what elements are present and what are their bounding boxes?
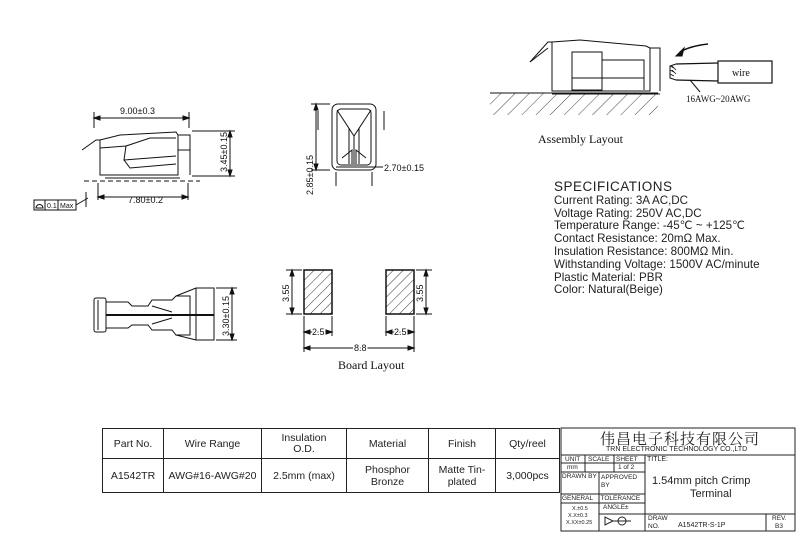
- cell-part-no: A1542TR: [103, 459, 164, 493]
- wire-label: wire: [732, 68, 750, 79]
- sheet-label: SHEET: [616, 456, 638, 463]
- spec-line: Contact Resistance: 20mΩ Max.: [554, 232, 721, 246]
- side-dim-right: 3.30±0.15: [221, 296, 231, 336]
- cell-finish: Matte Tin-plated: [429, 459, 496, 493]
- drawing-title-line2: Terminal: [690, 488, 732, 500]
- board-layout-title: Board Layout: [338, 358, 405, 372]
- front-dim-bottom: 7.80±0.2: [128, 195, 163, 205]
- scale-label: SCALE: [588, 456, 610, 463]
- part-table: [102, 428, 560, 493]
- flatness-suffix: Max: [60, 203, 74, 210]
- rev-label: REV.: [772, 515, 787, 522]
- company-name-en: TRN ELECTRONIC TECHNOLOGY CO.,LTD: [606, 446, 748, 453]
- angle-label: ANGLE±: [603, 504, 629, 511]
- cell-qty: 3,000pcs: [496, 459, 560, 493]
- spec-line: Insulation Resistance: 800MΩ Min.: [554, 244, 734, 258]
- spec-line: Plastic Material: PBR: [554, 270, 663, 284]
- awg-label: 16AWG~20AWG: [686, 94, 751, 104]
- header-finish: Finish: [429, 429, 496, 459]
- spec-line: Voltage Rating: 250V AC,DC: [554, 206, 702, 220]
- unit-value: mm: [567, 464, 578, 471]
- flatness-value: 0.1: [47, 203, 57, 210]
- unit-label: UNIT: [565, 456, 581, 463]
- spec-line: Color: Natural(Beige): [554, 283, 663, 297]
- rev-value: B3: [775, 523, 783, 530]
- tolerance-3: X.XX±0.25: [566, 520, 593, 526]
- company-name-cn: 伟昌电子科技有限公司: [600, 430, 761, 448]
- spec-heading: SPECIFICATIONS: [554, 179, 673, 194]
- specifications: [554, 181, 799, 297]
- assembly-title: Assembly Layout: [538, 132, 623, 146]
- header-material: Material: [347, 429, 429, 459]
- board-dim-pad-right: 2.5: [394, 327, 407, 337]
- cell-wire-range: AWG#16-AWG#20: [164, 459, 262, 493]
- draw-no-value: A1542TR-S-1P: [678, 522, 726, 529]
- drawing-title-line1: 1.54mm pitch Crimp: [652, 475, 751, 487]
- drawn-by-label: DRAWN BY: [562, 473, 597, 480]
- general-tolerance-label: GENERAL TOLERANCE: [562, 495, 641, 502]
- header-insulation: Insulation O.D.: [262, 429, 347, 459]
- title-label: TITLE:: [647, 456, 669, 463]
- front-dim-right: 3.45±0.15: [219, 132, 229, 172]
- header-wire-range: Wire Range: [164, 429, 262, 459]
- end-dim-right: 2.70±0.15: [384, 163, 424, 173]
- spec-line: Withstanding Voltage: 1500V AC/minute: [554, 257, 760, 271]
- approved-by-label: APPROVED BY: [601, 474, 638, 489]
- board-layout: [286, 270, 432, 352]
- front-dim-top: 9.00±0.3: [120, 106, 155, 116]
- sheet-value: 1 of 2: [618, 464, 635, 471]
- board-dim-left-height: 3.55: [281, 284, 291, 302]
- header-part-no: Part No.: [103, 429, 164, 459]
- board-dim-total: 8.8: [354, 343, 367, 353]
- board-dim-right-height: 3.55: [415, 284, 425, 302]
- spec-line: Temperature Range: -45℃ ~ +125℃: [554, 219, 746, 233]
- cell-insulation: 2.5mm (max): [262, 459, 347, 493]
- draw-no-label: DRAW NO.: [648, 515, 668, 530]
- tolerance-2: X.X±0.3: [568, 513, 588, 519]
- cell-material: Phosphor Bronze: [347, 459, 429, 493]
- tolerance-1: X.±0.5: [572, 506, 588, 512]
- side-view: [94, 288, 237, 340]
- spec-line: Current Rating: 3A AC,DC: [554, 193, 689, 207]
- end-view: [311, 104, 384, 186]
- end-dim-left: 2.85±0.15: [305, 155, 315, 195]
- board-dim-pad-left: 2.5: [312, 327, 325, 337]
- header-qty: Qty/reel: [496, 429, 560, 459]
